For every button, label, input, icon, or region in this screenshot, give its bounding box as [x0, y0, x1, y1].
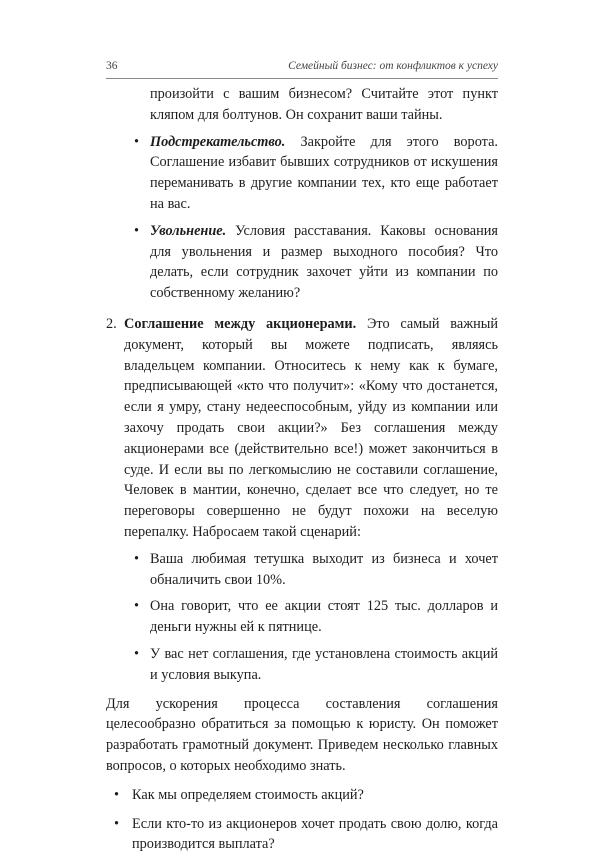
- list-item: [106, 221, 498, 304]
- bullet-icon: •: [134, 549, 139, 570]
- list-item-term: Подстрекательство.: [150, 134, 285, 150]
- item-title: Соглашение между акционерами.: [124, 316, 356, 332]
- list-item: [106, 132, 498, 215]
- list-item-text: Закройте для этого ворота. Соглашение избавит бывших сотрудников от искушения переманивать в другие компании тех, кто еще работает на вас.: [150, 134, 498, 212]
- page-body: [106, 84, 498, 855]
- list-item: [106, 785, 498, 806]
- list-item-text: Она говорит, что ее акции стоят 125 тыс. долларов и деньги нужны ей к пятнице.: [150, 598, 498, 635]
- list-item-text: Как мы определяем стоимость акций?: [132, 787, 364, 803]
- item-number: 2.: [106, 314, 117, 335]
- bullet-icon: •: [134, 644, 139, 665]
- bullet-icon: •: [134, 596, 139, 617]
- continuation-text: произойти с вашим бизнесом? Считайте этот пункт кляпом для болтунов. Он сохранит ваши тайны.: [106, 84, 498, 126]
- list-item-text: Если кто-то из акционеров хочет продать свою долю, когда производится выплата?: [132, 816, 498, 853]
- body-paragraph: Для ускорения процесса составления соглашения целесообразно обратиться за помощью к юристу. Он поможет разработать грамотный документ. Приведем несколько главных вопросов, о которых необходимо знать.: [106, 694, 498, 777]
- numbered-item-2: [106, 314, 498, 543]
- list-item: [106, 814, 498, 855]
- header-rule: [106, 78, 498, 79]
- bullet-icon: •: [134, 221, 139, 242]
- item-text: Это самый важный документ, который вы можете подписать, являясь владельцем компании. Относитесь к нему как к бумаге, предписывающей «кто что получит»: «Кому что достанется, если я умру, стану недееспособным, уйду из компании или захочу продать свои акции?» Без соглашения между акционерами все (действительно все!) может закончиться в суде. И если вы по легкомыслию не составили соглашение, Человек в мантии, конечно, сделает все что следует, но те переговоры совершенно не будут похожи на веселую перепалку. Набросаем такой сценарий:: [124, 316, 498, 540]
- bullet-icon: •: [114, 785, 119, 806]
- list-item-text: У вас нет соглашения, где установлена стоимость акций и условия выкупа.: [150, 646, 498, 683]
- bullet-icon: •: [134, 132, 139, 153]
- bullet-icon: •: [114, 814, 119, 835]
- list-item: [106, 549, 498, 591]
- page-number: 36: [106, 60, 118, 72]
- book-title: Семейный бизнес: от конфликтов к успеху: [288, 60, 498, 72]
- list-item: [106, 596, 498, 638]
- list-item-term: Увольнение.: [150, 223, 226, 239]
- list-item: [106, 644, 498, 686]
- list-item-text: Ваша любимая тетушка выходит из бизнеса и хочет обналичить свои 10%.: [150, 551, 498, 588]
- list-item-text: Условия расставания. Каковы основания для увольнения и размер выходного пособия? Что делать, если сотрудник захочет уйти из компании по собственному желанию?: [150, 223, 498, 301]
